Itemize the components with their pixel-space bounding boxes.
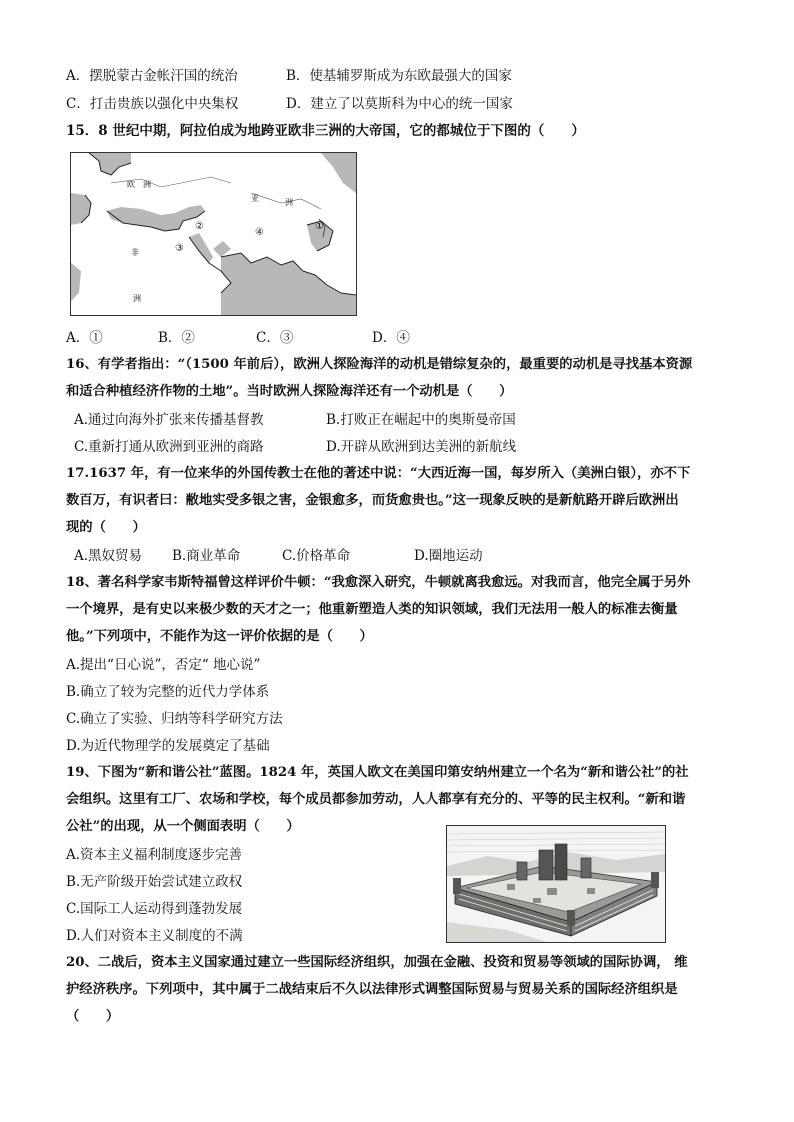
q20-stem-line-3: （ ） — [66, 1009, 120, 1024]
q20-stem-line-2: 护经济秩序。下列项中，其中属于二战结束后不久以法律形式调整国际贸易与贸易关系的国际经济组织是 — [66, 982, 678, 997]
map-marker-3: ③ — [175, 243, 184, 254]
q16-option-a: A.通过向海外扩张来传播基督教 — [74, 412, 264, 428]
new-harmony-drawing — [447, 826, 665, 942]
map-label-europe: 欧 洲 — [127, 180, 151, 189]
q14-option-a: A．摆脱蒙古金帐汗国的统治 — [66, 68, 238, 84]
q17-stem-line-1: 17.1637 年，有一位来华的外国传教士在他的著述中说：“大西近海一国，每岁所入（美洲白银），亦不下 — [66, 466, 691, 481]
q18-stem-line-2: 一个境界，是有史以来极少数的天才之一；他重新塑造人类的知识领域，我们无法用一般人的标准去衡量 — [66, 602, 678, 617]
q16-stem-line-2: 和适合种植经济作物的土地”。当时欧洲人探险海洋还有一个动机是（ ） — [66, 384, 513, 399]
q19-stem-line-3: 公社”的出现，从一个侧面表明（ ） — [66, 819, 300, 834]
map-marker-2: ② — [195, 221, 204, 232]
new-harmony-illustration — [446, 825, 666, 943]
map-label-asia-2: 洲 — [285, 198, 293, 207]
q18-option-b: B.确立了较为完整的近代力学体系 — [66, 684, 270, 700]
q18-option-c: C.确立了实验、归纳等科学研究方法 — [66, 711, 283, 727]
q15-option-c: C．③ — [256, 330, 294, 346]
q19-option-b: B.无产阶级开始尝试建立政权 — [66, 874, 243, 890]
q18-stem-line-1: 18、著名科学家韦斯特福曾这样评价牛顿：“我愈深入研究，牛顿就离我愈远。对我而言，他完全属于另外 — [66, 575, 691, 590]
q17-option-c: C.价格革命 — [282, 548, 351, 564]
q17-stem-line-2: 数百万，有识者曰：敝地实受多银之害，金银愈多，而货愈贵也。”这一现象反映的是新航路开辟后欧洲出 — [66, 493, 679, 508]
q14-option-b: B．使基辅罗斯成为东欧最强大的国家 — [286, 68, 512, 84]
q19-stem-line-2: 会组织。这里有工厂、农场和学校，每个成员都参加劳动，人人都享有充分的、平等的民主权利。“新和谐 — [66, 792, 686, 807]
q17-stem-line-3: 现的（ ） — [66, 520, 146, 535]
q20-stem-line-1: 20、二战后，资本主义国家通过建立一些国际经济组织，加强在金融、投资和贸易等领域的国际协调， 维 — [66, 955, 688, 970]
q15-option-a: A．① — [66, 330, 103, 346]
q17-option-b: B.商业革命 — [172, 548, 241, 564]
q17-option-a: A.黑奴贸易 — [74, 548, 143, 564]
q18-stem-line-3: 他。”下列项中，不能作为这一评价依据的是（ ） — [66, 629, 373, 644]
q14-option-d: D．建立了以莫斯科为中心的统一国家 — [286, 96, 513, 112]
map-marker-1: ① — [315, 221, 324, 232]
map-marker-4: ④ — [255, 227, 264, 238]
map-label-africa-2: 洲 — [133, 294, 141, 303]
q19-option-a: A.资本主义福利制度逐步完善 — [66, 847, 243, 863]
q16-stem-line-1: 16、有学者指出：“（1500 年前后），欧洲人探险海洋的动机是错综复杂的，最重要的动机是寻找基本资源 — [66, 357, 693, 372]
q15-stem: 15．8 世纪中期，阿拉伯成为地跨亚欧非三洲的大帝国，它的都城位于下图的（ ） — [66, 123, 585, 139]
q19-stem-line-1: 19、下图为“新和谐公社”蓝图。1824 年，英国人欧文在美国印第安纳州建立一个名为“新和谐公社”的社 — [66, 765, 689, 780]
q18-option-a: A.提出“日心说”，否定“ 地心说” — [66, 657, 261, 673]
q18-option-d: D.为近代物理学的发展奠定了基础 — [66, 738, 270, 754]
q14-option-c: C．打击贵族以强化中央集权 — [66, 96, 239, 112]
q15-map — [70, 152, 357, 316]
map-label-asia-1: 亚 — [251, 194, 259, 203]
q15-option-d: D．④ — [372, 330, 410, 346]
map-drawing — [71, 153, 356, 315]
q17-option-d: D.圈地运动 — [414, 548, 483, 564]
q19-option-c: C.国际工人运动得到蓬勃发展 — [66, 901, 243, 917]
q19-option-d: D.人们对资本主义制度的不满 — [66, 928, 243, 944]
q16-option-b: B.打败正在崛起中的奥斯曼帝国 — [326, 412, 516, 428]
map-label-africa-1: 非 — [131, 248, 139, 257]
q16-option-d: D.开辟从欧洲到达美洲的新航线 — [326, 439, 517, 455]
q15-option-b: B．② — [158, 330, 195, 346]
q16-option-c: C.重新打通从欧洲到亚洲的商路 — [74, 439, 264, 455]
